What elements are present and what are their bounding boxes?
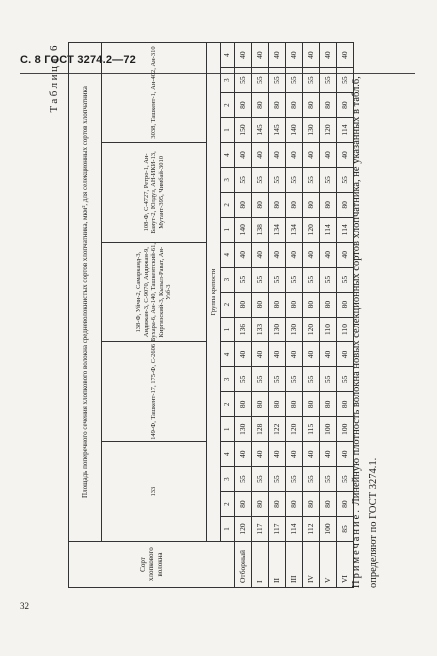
value-cell: 40 [252,342,269,367]
value-cell: 55 [235,167,252,192]
value-cell: 40 [337,143,354,168]
value-cell: 136 [235,317,252,342]
value-cell: 80 [235,292,252,317]
value-cell: 80 [269,492,286,517]
page-header: С. 8 ГОСТ 3274.2—72 [20,54,137,66]
value-cell: 80 [252,192,269,217]
value-cell: 80 [337,292,354,317]
value-cell: 133 [252,317,269,342]
value-cell: 120 [235,517,252,542]
value-cell: 40 [320,442,337,467]
value-cell: 100 [337,417,354,442]
note-text: Линейную плотность волокна новых селекционных сортов хлопчатника, не указанных в табл.6, определяют по ГОСТ 3274.1. [351,76,379,588]
strength-group-number: 1 [221,517,235,542]
value-cell: 55 [235,267,252,292]
value-cell: 150 [235,118,252,143]
value-cell: 134 [269,217,286,242]
strength-group-number: 3 [221,167,235,192]
value-cell: 80 [320,392,337,417]
value-cell: 80 [303,93,320,118]
table-row [269,43,286,588]
value-cell: 40 [337,43,354,68]
grade-cell: III [286,542,303,588]
value-cell: 55 [235,367,252,392]
value-cell: 80 [235,192,252,217]
page-number: 32 [20,601,29,611]
value-cell: 80 [286,392,303,417]
value-cell: 80 [235,392,252,417]
value-cell: 40 [235,442,252,467]
table-row [252,43,269,588]
value-cell: 55 [320,267,337,292]
value-cell: 110 [337,317,354,342]
value-cell: 100 [320,517,337,542]
value-cell: 55 [303,267,320,292]
strength-group-number: 1 [221,217,235,242]
value-cell: 40 [252,43,269,68]
value-cell: 80 [286,492,303,517]
value-cell: 55 [303,467,320,492]
strength-group-number: 2 [221,192,235,217]
table-title: Площадь поперечного сечения хлопкового волокна средневолокнистых сортов хлопчатника, мкм², для селекционных сортов хлопчатника [69,43,102,542]
value-cell: 40 [286,43,303,68]
value-cell: 114 [320,217,337,242]
value-cell: 40 [286,242,303,267]
value-cell: 40 [286,342,303,367]
value-cell: 40 [320,342,337,367]
value-cell: 140 [235,217,252,242]
value-cell: 80 [269,292,286,317]
value-cell: 80 [320,192,337,217]
value-cell: 140 [286,118,303,143]
value-cell: 40 [235,143,252,168]
strength-group-number: 4 [221,43,235,68]
value-cell: 55 [235,467,252,492]
strength-group-number: 2 [221,492,235,517]
value-cell: 55 [337,68,354,93]
grade-cell: I [252,542,269,588]
value-cell: 80 [252,292,269,317]
value-cell: 120 [303,317,320,342]
value-cell: 55 [337,467,354,492]
value-cell: 55 [337,367,354,392]
value-cell: 55 [286,68,303,93]
value-cell: 80 [269,93,286,118]
value-cell: 114 [337,217,354,242]
value-cell: 120 [303,217,320,242]
value-cell: 55 [286,367,303,392]
table-row [303,43,320,588]
value-cell: 40 [337,242,354,267]
value-cell: 40 [320,242,337,267]
grade-cell: VI [337,542,354,588]
value-cell: 55 [269,467,286,492]
value-cell: 55 [252,267,269,292]
value-cell: 80 [286,192,303,217]
group-header: 138-Ф, Уйчи-2, Самарканд-3, Андижан-3, С-9070, Андижан-9, Бухара-6, Ан-140, Ташкентский-61, Киргизский-3, Кызыл-Рават, Ан-Узб-3 [102,242,207,342]
value-cell: 40 [303,342,320,367]
value-cell: 40 [303,43,320,68]
value-cell: 128 [252,417,269,442]
strength-group-number: 4 [221,242,235,267]
value-cell: 40 [286,442,303,467]
strength-group-number: 3 [221,367,235,392]
strength-group-number: 4 [221,442,235,467]
value-cell: 55 [252,467,269,492]
value-cell: 55 [269,367,286,392]
value-cell: 40 [252,442,269,467]
grade-cell: Отборный [235,542,252,588]
value-cell: 80 [286,292,303,317]
value-cell: 55 [320,467,337,492]
value-cell: 55 [286,267,303,292]
value-cell: 117 [269,517,286,542]
value-cell: 40 [252,242,269,267]
value-cell: 80 [252,93,269,118]
value-cell: 40 [269,43,286,68]
value-cell: 80 [303,292,320,317]
value-cell: 80 [337,192,354,217]
value-cell: 55 [235,68,252,93]
value-cell: 40 [337,342,354,367]
strength-group-number: 1 [221,118,235,143]
value-cell: 55 [320,367,337,392]
strength-group-number: 3 [221,267,235,292]
value-cell: 55 [303,68,320,93]
table-row [320,43,337,588]
value-cell: 55 [303,167,320,192]
value-cell: 80 [303,492,320,517]
grade-cell: II [269,542,286,588]
value-cell: 40 [320,143,337,168]
table-row [286,43,303,588]
value-cell: 114 [286,517,303,542]
value-cell: 40 [337,442,354,467]
value-cell: 145 [252,118,269,143]
value-cell: 122 [269,417,286,442]
value-cell: 117 [252,517,269,542]
value-cell: 55 [320,167,337,192]
value-cell: 40 [286,143,303,168]
value-cell: 40 [303,242,320,267]
group-header: 108-Ф, С-4727, Ретро-1, Ан-Баяут-2, Юлдуз, АН-ИКИ-13, Мутант-395, Чимбай-3010 [102,143,207,243]
strength-group-number: 3 [221,467,235,492]
value-cell: 80 [337,492,354,517]
value-cell: 80 [303,192,320,217]
value-cell: 80 [320,292,337,317]
value-cell: 40 [269,143,286,168]
rotated-table-block [48,43,418,588]
value-cell: 130 [286,317,303,342]
strength-group-number: 2 [221,292,235,317]
strength-group-number: 2 [221,93,235,118]
strength-group-number: 2 [221,392,235,417]
value-cell: 40 [320,43,337,68]
value-cell: 40 [269,342,286,367]
value-cell: 130 [303,118,320,143]
value-cell: 112 [303,517,320,542]
value-cell: 145 [269,118,286,143]
value-cell: 55 [269,267,286,292]
data-table [68,42,354,588]
value-cell: 80 [320,492,337,517]
value-cell: 40 [303,143,320,168]
grade-cell: IV [303,542,320,588]
value-cell: 80 [235,93,252,118]
value-cell: 55 [252,68,269,93]
strength-group-number: 3 [221,68,235,93]
value-cell: 55 [303,367,320,392]
value-cell: 40 [235,43,252,68]
value-cell: 100 [320,417,337,442]
strength-group-number: 1 [221,317,235,342]
value-cell: 40 [269,442,286,467]
value-cell: 80 [269,392,286,417]
value-cell: 55 [269,68,286,93]
table-caption: Таблица 6 [48,43,60,113]
value-cell: 85 [337,517,354,542]
value-cell: 115 [303,417,320,442]
value-cell: 40 [235,342,252,367]
value-cell: 55 [269,167,286,192]
group-header: 3038, Ташкент-1, Ан-402, Ан-310 [102,43,207,143]
strength-group-label: Группа крепости [207,43,221,542]
value-cell: 134 [286,217,303,242]
note-lead: Примечание. [351,508,362,588]
value-cell: 40 [269,242,286,267]
value-cell: 55 [252,167,269,192]
value-cell: 80 [269,192,286,217]
strength-group-number: 4 [221,143,235,168]
value-cell: 120 [320,118,337,143]
value-cell: 40 [235,242,252,267]
value-cell: 55 [286,167,303,192]
table-row [235,43,252,588]
value-cell: 55 [286,467,303,492]
value-cell: 80 [303,392,320,417]
value-cell: 80 [337,392,354,417]
value-cell: 130 [235,417,252,442]
value-cell: 80 [286,93,303,118]
value-cell: 80 [337,93,354,118]
footnote [348,48,382,588]
value-cell: 55 [252,367,269,392]
value-cell: 120 [286,417,303,442]
value-cell: 110 [320,317,337,342]
value-cell: 114 [337,118,354,143]
stub-header: Сорт хлопкового волокна [69,542,235,588]
group-header: 149-Ф, Ташкент-17, 175-Ф, С-2606 [102,342,207,442]
value-cell: 40 [252,143,269,168]
value-cell: 80 [252,392,269,417]
value-cell: 40 [303,442,320,467]
strength-group-number: 4 [221,342,235,367]
value-cell: 55 [337,167,354,192]
grade-cell: V [320,542,337,588]
value-cell: 138 [252,217,269,242]
value-cell: 55 [337,267,354,292]
value-cell: 80 [252,492,269,517]
value-cell: 55 [320,68,337,93]
value-cell: 130 [269,317,286,342]
value-cell: 80 [320,93,337,118]
group-header: 133 [102,442,207,542]
strength-group-number: 1 [221,417,235,442]
value-cell: 80 [235,492,252,517]
